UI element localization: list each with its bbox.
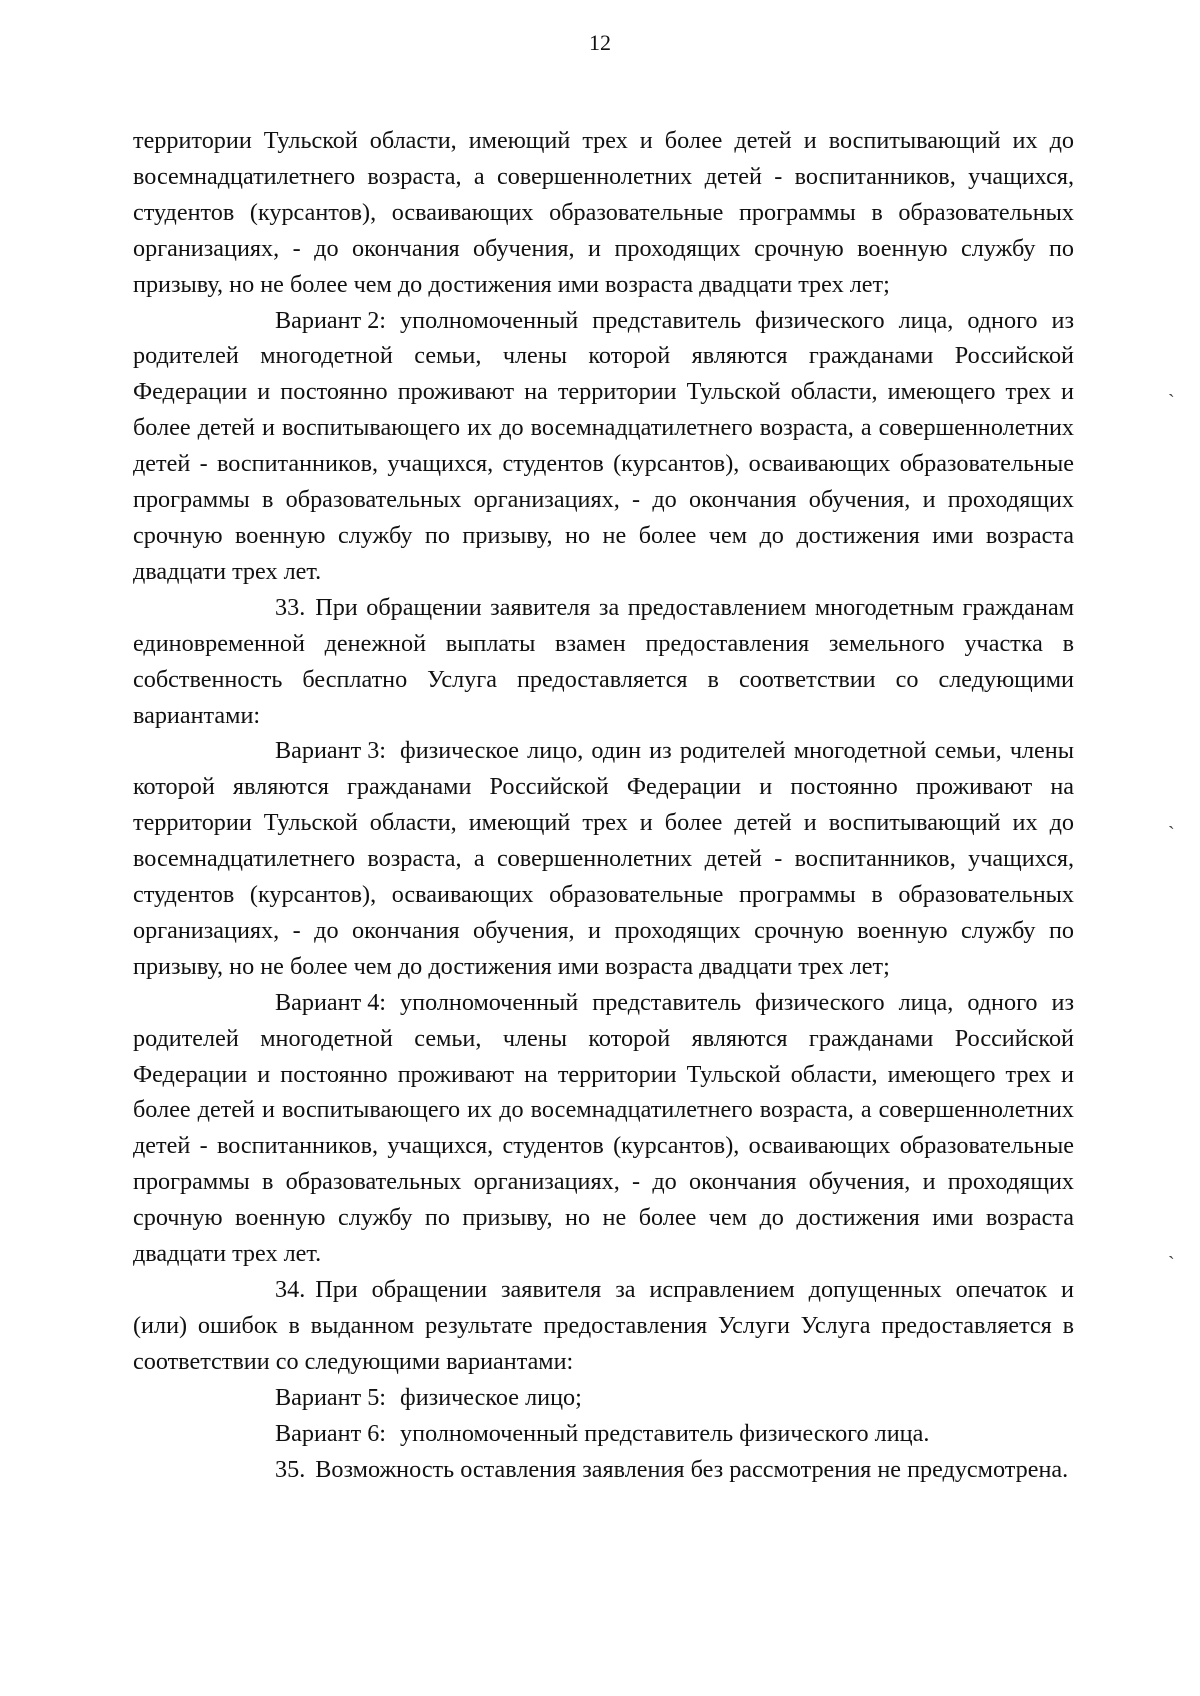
variant-label: Вариант 5: [275,1383,387,1411]
variant-label: Вариант 3: [275,737,387,765]
variant-label: Вариант 4: [275,988,387,1016]
paragraph-item-34 [133,1272,1074,1380]
variant-text: уполномоченный представитель физического лица, одного из родителей многодетной семьи, члены которой являются гражданами Российской Федерации и постоянно проживают на территории Тульской области, имеющего трех и более детей и воспитывающего их до восемнадцатилетнего возраста, а совершеннолетних детей - воспитанников, учащихся, студентов (курсантов), осваивающих образовательные программы в образовательных организациях, - до окончания обучения, и проходящих срочную военную службу по призыву, но не более чем до достижения ими возраста двадцати трех лет. [133,988,1074,1268]
paragraph-variant-2 [133,303,1074,590]
item-number: 34. [275,1276,306,1303]
document-body [133,123,1074,1487]
scan-mark: ` [1168,391,1175,413]
paragraph-variant-3 [133,733,1074,984]
item-text: При обращении заявителя за исправлением допущенных опечаток и (или) ошибок в выданном результате предоставления Услуги Услуга предоставляется в соответствии со следующими вариантами: [133,1276,1074,1375]
paragraph-item-35 [133,1452,1074,1488]
item-text: Возможность оставления заявления без рассмотрения не предусмотрена. [315,1455,1069,1483]
paragraph-continuation: территории Тульской области, имеющий трех и более детей и воспитывающий их до восемнадцатилетнего возраста, а совершеннолетних детей - воспитанников, учащихся, студентов (курсантов), осваивающих образовательные программы в образовательных организациях, - до окончания обучения, и проходящих срочную военную службу по призыву, но не более чем до достижения ими возраста двадцати трех лет; [133,127,1074,298]
paragraph-variant-6 [133,1416,1074,1452]
variant-text: уполномоченный представитель физического лица, одного из родителей многодетной семьи, члены которой являются гражданами Российской Федерации и постоянно проживают на территории Тульской области, имеющего трех и более детей и воспитывающего их до восемнадцатилетнего возраста, а совершеннолетних детей - воспитанников, учащихся, студентов (курсантов), осваивающих образовательные программы в образовательных организациях, - до окончания обучения, и проходящих срочную военную службу по призыву, но не более чем до достижения ими возраста двадцати трех лет. [133,306,1074,585]
item-text: При обращении заявителя за предоставлением многодетным гражданам единовременной денежной выплаты взамен предоставления земельного участка в собственность бесплатно Услуга предоставляется в соответствии со следующими вариантами: [133,593,1074,729]
item-number: 35. [275,1455,306,1483]
item-number: 33. [275,593,306,621]
page-number: 12 [589,30,611,55]
variant-label: Вариант 2: [275,306,387,334]
paragraph-variant-4 [133,985,1074,1272]
variant-label: Вариант 6: [275,1419,387,1447]
scan-mark: ` [1168,823,1175,845]
variant-text: физическое лицо, один из родителей многодетной семьи, члены которой являются гражданами Российской Федерации и постоянно проживают на территории Тульской области, имеющий трех и более детей и воспитывающий их до восемнадцатилетнего возраста, а совершеннолетних детей - воспитанников, учащихся, студентов (курсантов), осваивающих образовательные программы в образовательных организациях, - до окончания обучения, и проходящих срочную военную службу по призыву, но не более чем до достижения ими возраста двадцати трех лет; [133,737,1074,980]
variant-text: физическое лицо; [400,1383,582,1411]
paragraph-variant-5 [133,1380,1074,1416]
scan-mark: ` [1168,1253,1175,1275]
variant-text: уполномоченный представитель физического лица. [400,1419,930,1447]
paragraph-item-33 [133,590,1074,734]
